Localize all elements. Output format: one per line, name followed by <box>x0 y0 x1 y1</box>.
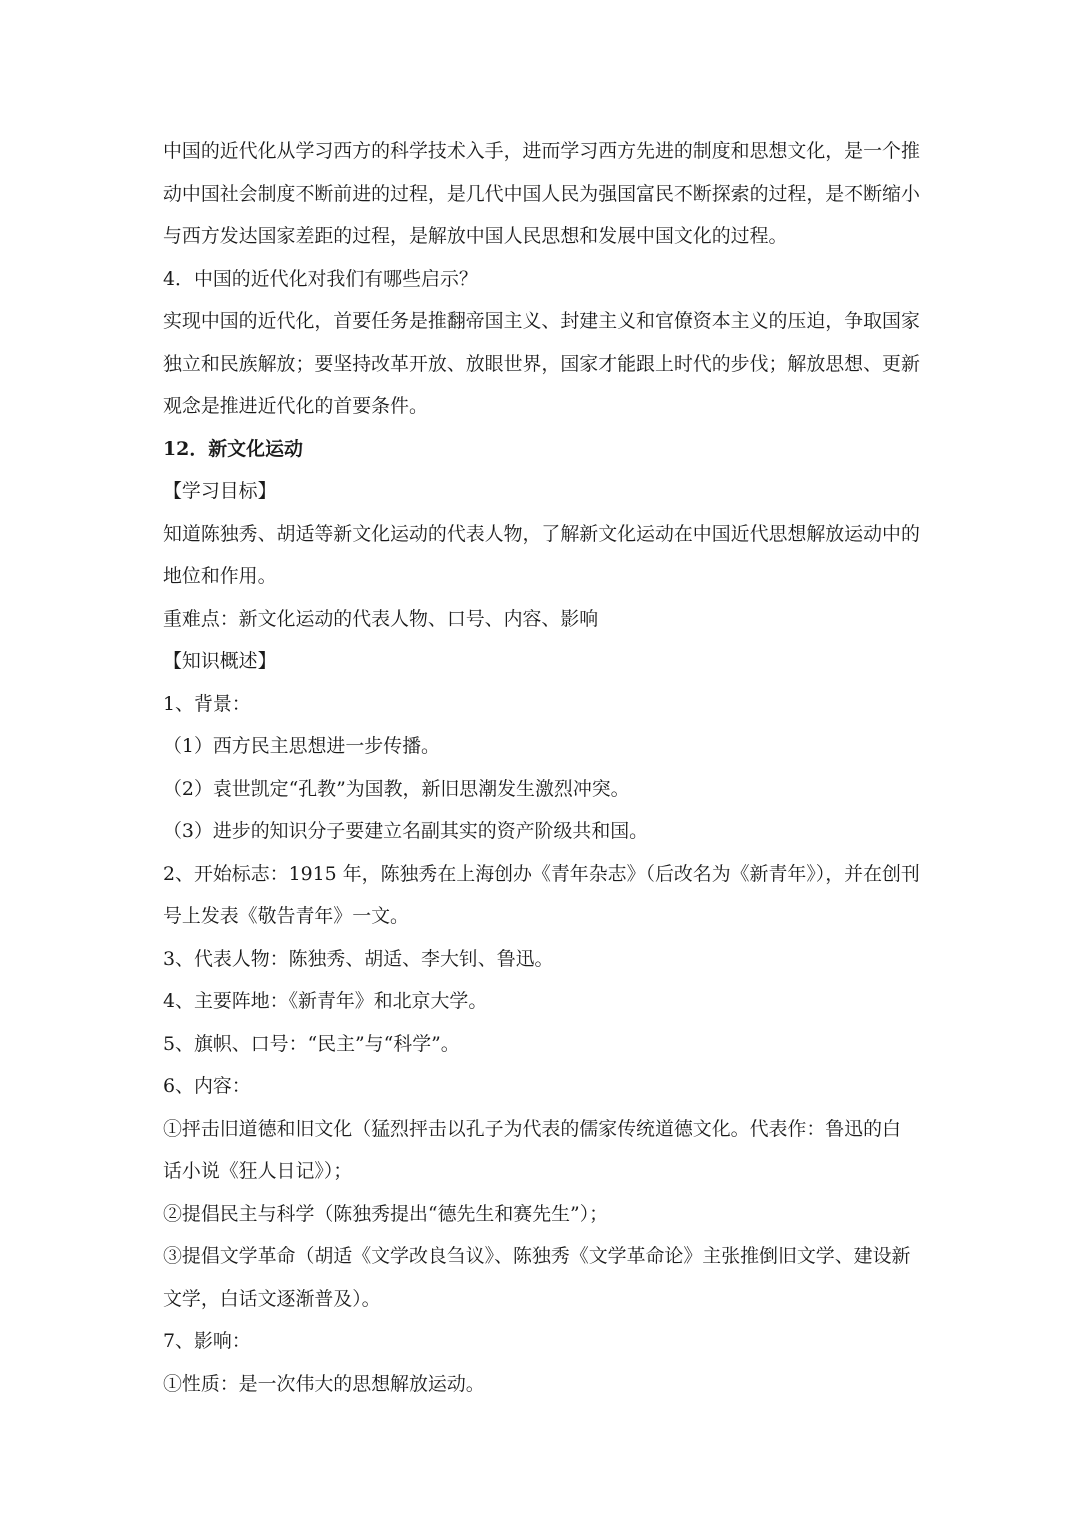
text-line: 观念是推进近代化的首要条件。 <box>163 395 428 417</box>
text-line: ①抨击旧道德和旧文化（猛烈抨击以孔子为代表的儒家传统道德文化。代表作：鲁迅的白 <box>163 1117 901 1140</box>
text-line: 实现中国的近代化，首要任务是推翻帝国主义、封建主义和官僚资本主义的压迫，争取国家 <box>163 310 920 332</box>
text-line: 文学，白话文逐渐普及）。 <box>163 1287 381 1310</box>
text-line: 6、内容： <box>163 1075 251 1097</box>
text-line: ①性质：是一次伟大的思想解放运动。 <box>163 1372 485 1395</box>
text-line: 2、开始标志：1915 年，陈独秀在上海创办《青年杂志》（后改名为《新青年》），并在创刊 <box>163 862 920 885</box>
text-line: 1、背景： <box>163 692 251 715</box>
text-line: 4、主要阵地：《新青年》和北京大学。 <box>163 990 488 1012</box>
text-line: 知道陈独秀、胡适等新文化运动的代表人物，了解新文化运动在中国近代思想解放运动中的 <box>163 522 920 545</box>
text-line: 重难点：新文化运动的代表人物、口号、内容、影响 <box>163 607 599 630</box>
text-line: 与西方发达国家差距的过程，是解放中国人民思想和发展中国文化的过程。 <box>163 225 788 247</box>
text-line: 7、影响： <box>163 1330 251 1352</box>
text-line: 独立和民族解放；要坚持改革开放、放眼世界，国家才能跟上时代的步伐；解放思想、更新 <box>163 352 920 375</box>
text-line: ②提倡民主与科学（陈独秀提出“德先生和赛先生”）； <box>163 1202 609 1225</box>
text-line: 动中国社会制度不断前进的过程，是几代中国人民为强国富民不断探索的过程，是不断缩小 <box>163 182 920 205</box>
text-line: 中国的近代化从学习西方的科学技术入手，进而学习西方先进的制度和思想文化，是一个推 <box>163 140 920 162</box>
section-heading: 12．新文化运动 <box>163 437 303 460</box>
text-line: 号上发表《敬告青年》一文。 <box>163 905 409 927</box>
text-line: （3）进步的知识分子要建立名副其实的资产阶级共和国。 <box>163 820 649 842</box>
text-line: 4．中国的近代化对我们有哪些启示？ <box>163 267 478 290</box>
text-line: （2）袁世凯定“孔教”为国教，新旧思潮发生激烈冲突。 <box>163 777 630 800</box>
text-line: 话小说《狂人日记》）； <box>163 1160 353 1182</box>
text-line: （1）西方民主思想进一步传播。 <box>163 735 440 757</box>
document-body <box>163 130 923 1405</box>
text-line: 5、旗帜、口号：“民主”与“科学”。 <box>163 1032 460 1055</box>
text-line: 地位和作用。 <box>163 565 277 587</box>
text-line: ③提倡文学革命（胡适《文学改良刍议》、陈独秀《文学革命论》主张推倒旧文学、建设新 <box>163 1245 911 1267</box>
text-line: 【知识概述】 <box>163 650 277 672</box>
text-line: 3、代表人物：陈独秀、胡适、李大钊、鲁迅。 <box>163 947 554 970</box>
text-line: 【学习目标】 <box>163 480 277 502</box>
